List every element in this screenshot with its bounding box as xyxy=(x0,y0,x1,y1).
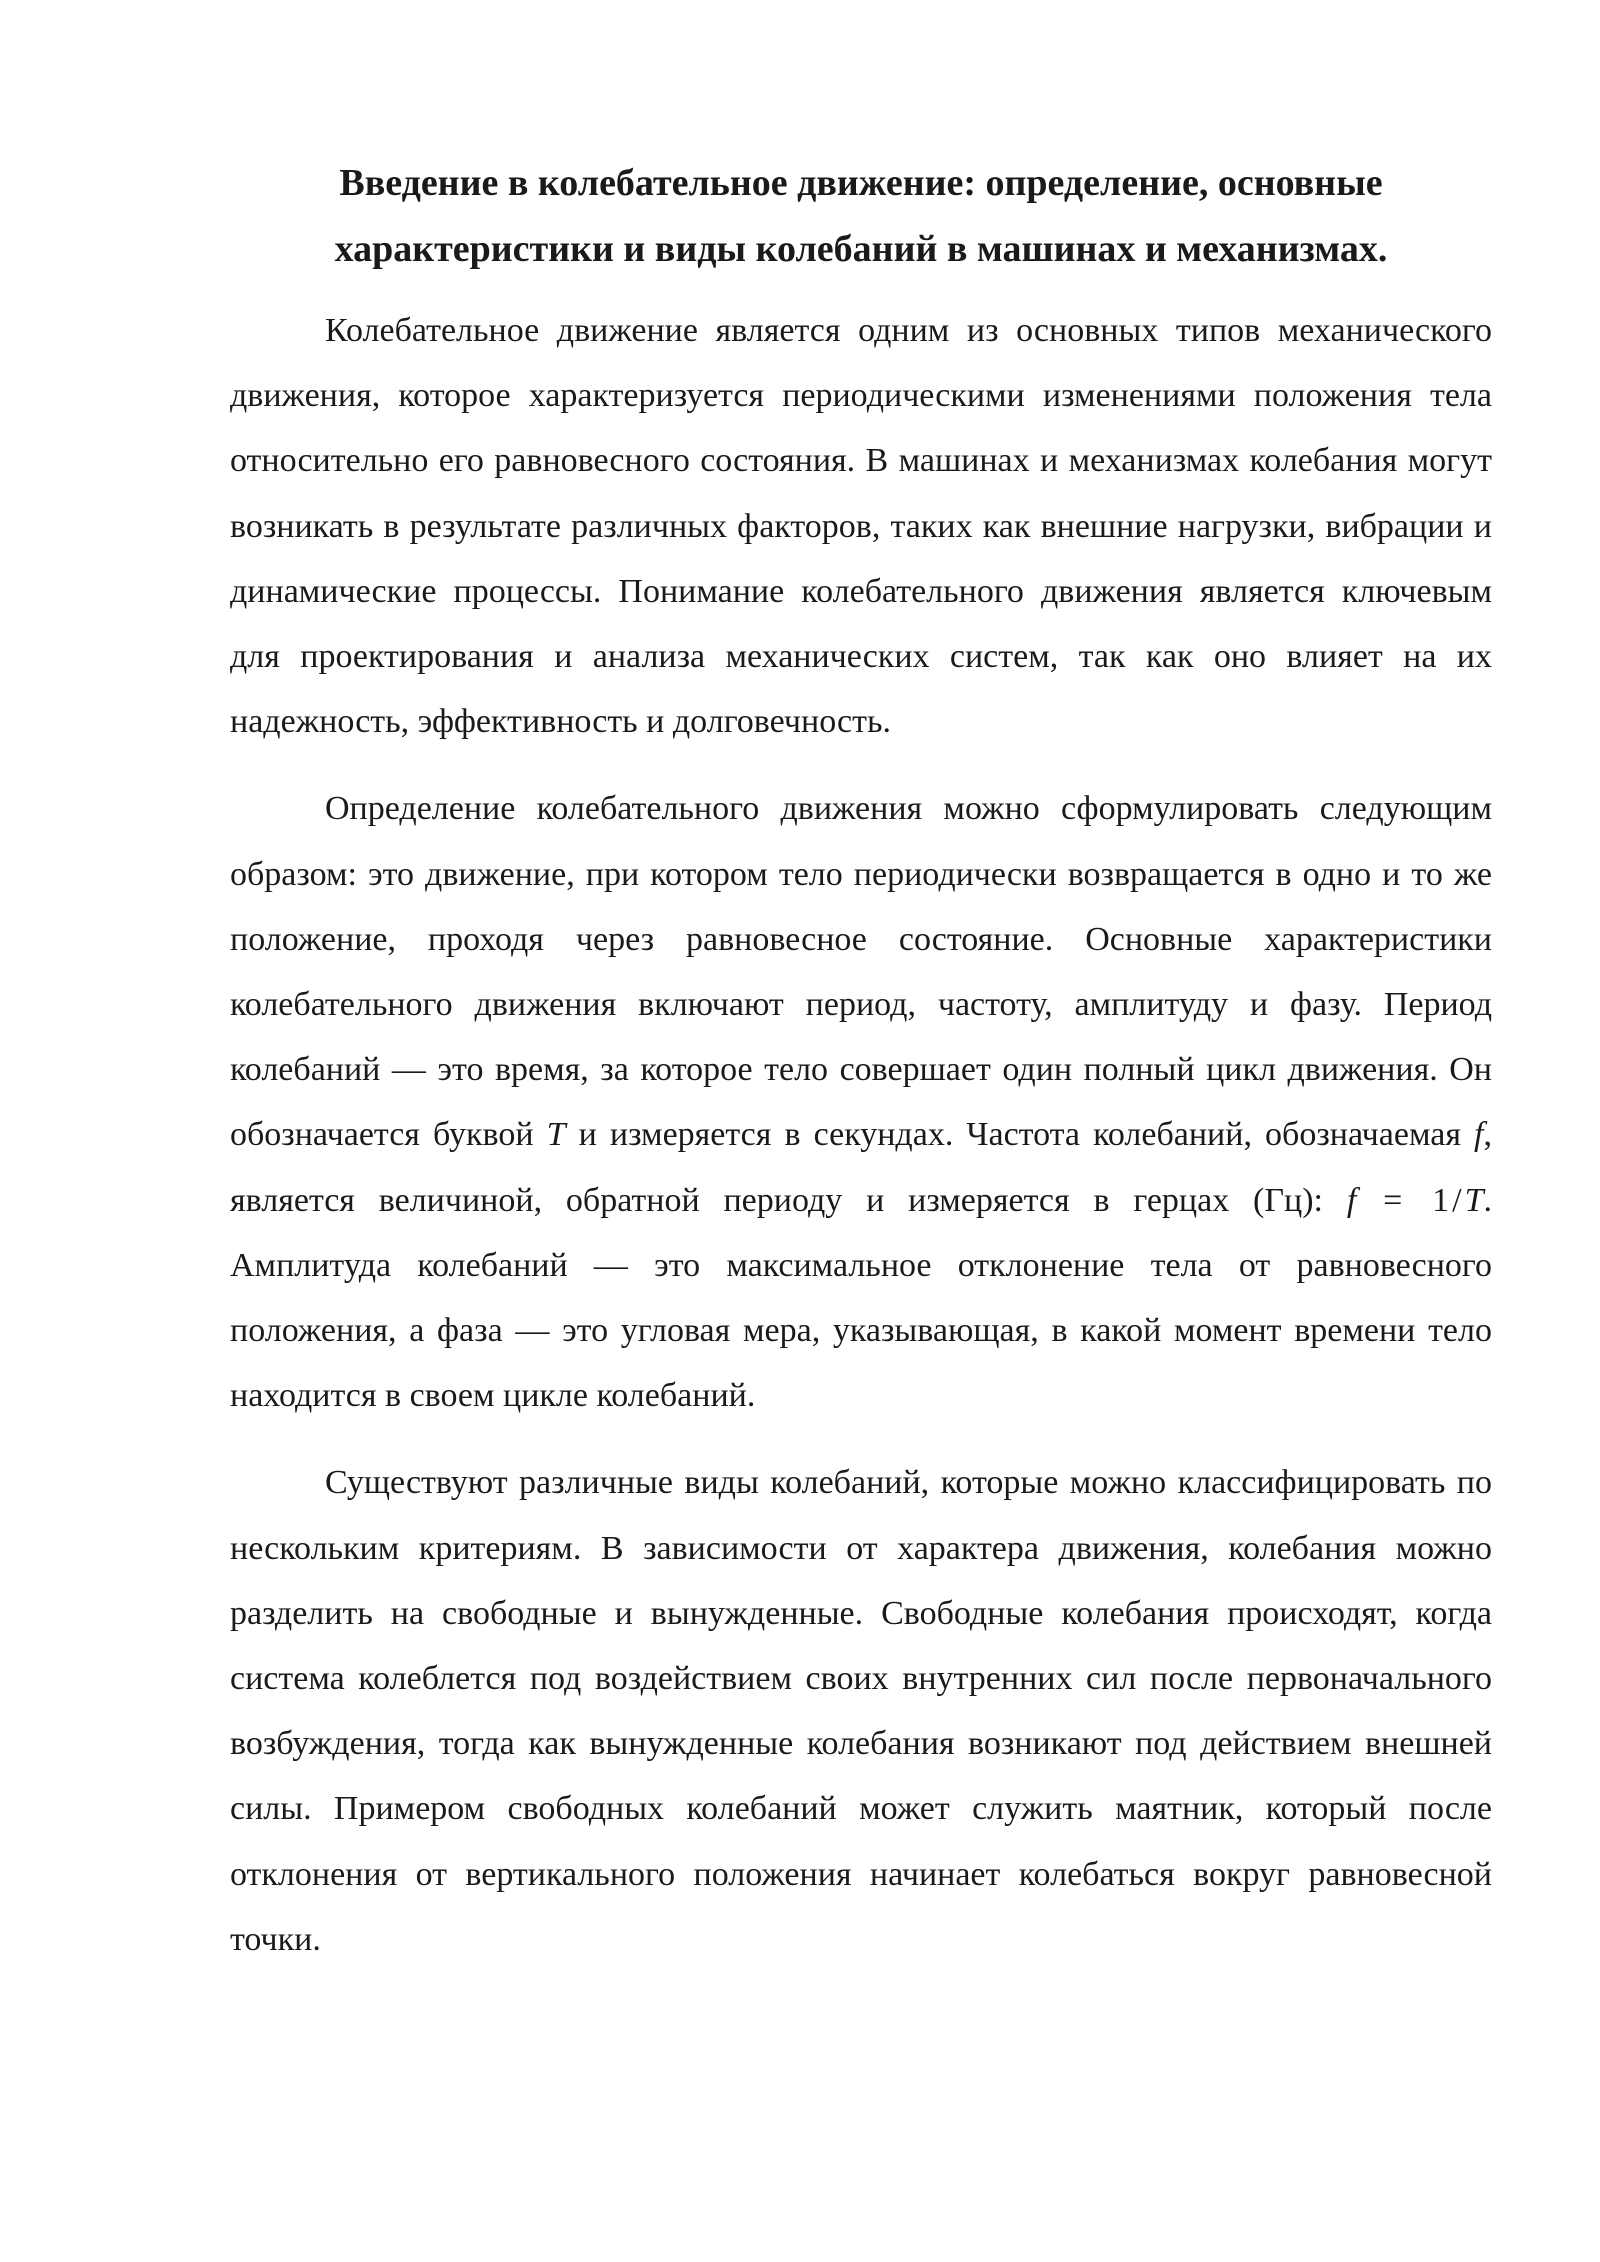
symbol-period: T xyxy=(546,1116,566,1154)
paragraph-types: Существуют различные виды колебаний, которые можно классифицировать по нескольким критериям. В зависимости от характера движения, колебания можно разделить на свободные и вынужденные. Свободные колебания происходят, когда система колеблется под воздействием своих внутренних сил после первоначального возбуждения, тогда как вынужденные колебания возникают под действием внешней силы. Примером свободных колебаний может служить маятник, который после отклонения от вертикального положения начинает колебаться вокруг равновесной точки. xyxy=(230,1464,1492,1958)
symbol-frequency: f xyxy=(1474,1116,1484,1154)
definition-text-4: . Амплитуда колебаний — это максимальное отклонение тела от равновесного положения, а фаза — это угловая мера, указывающая, в какой момент времени тело находится в своем цикле колебаний. xyxy=(230,1181,1492,1415)
definition-text-1: Определение колебательного движения можно сформулировать следующим образом: это движение, при котором тело периодически возвращается в одно и то же положение, проходя через равновесное состояние. Основные характеристики колебательного движения включают период, частоту, амплитуду и фазу. Период колебаний — это время, за которое тело совершает один полный цикл движения. Он обозначается буквой xyxy=(230,790,1492,1154)
formula-equals: = 1/ xyxy=(1356,1181,1465,1219)
document-title: Введение в колебательное движение: определение, основные характеристики и виды колебаний в машинах и механизмах. xyxy=(334,162,1388,270)
formula-lhs: f xyxy=(1346,1181,1357,1219)
formula-rhs: T xyxy=(1464,1181,1484,1219)
definition-text-3: , является величиной, обратной периоду и измеряется в герцах (Гц): xyxy=(230,1116,1492,1219)
paragraph-definition xyxy=(230,776,1492,1428)
paragraph-intro: Колебательное движение является одним из основных типов механического движения, которое характеризуется периодическими изменениями положения тела относительно его равновесного состояния. В машинах и механизмах колебания могут возникать в результате различных факторов, таких как внешние нагрузки, вибрации и динамические процессы. Понимание колебательного движения является ключевым для проектирования и анализа механических систем, так как оно влияет на их надежность, эффективность и долговечность. xyxy=(230,312,1492,741)
definition-text-2: и измеряется в секундах. Частота колебаний, обозначаемая xyxy=(565,1116,1475,1154)
document-page xyxy=(230,150,1492,1994)
